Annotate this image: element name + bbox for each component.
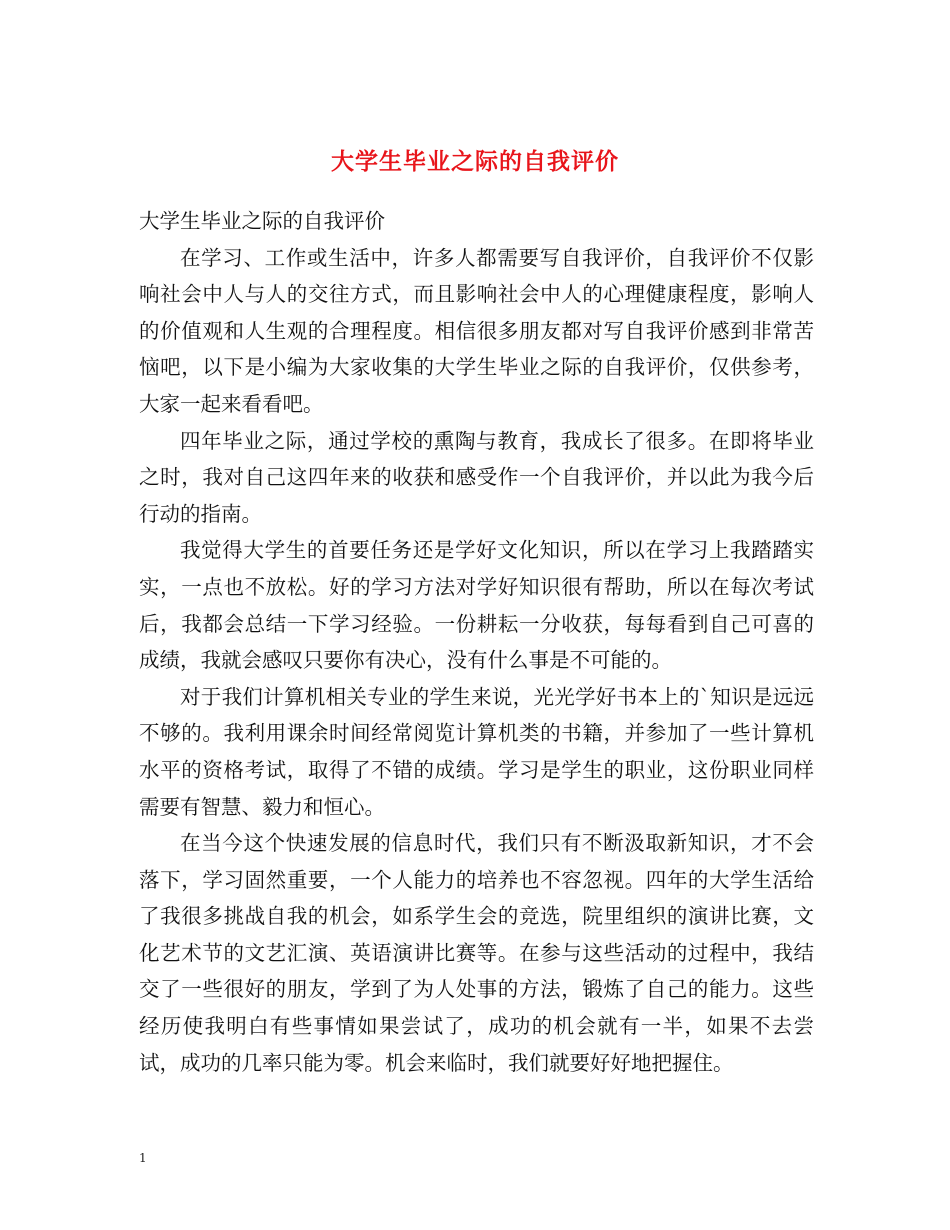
paragraph-3: 我觉得大学生的首要任务还是学好文化知识，所以在学习上我踏踏实实，一点也不放松。好的学习方法对学好知识很有帮助，所以在每次考试后，我都会总结一下学习经验。一份耕耘一分收获，每每看到自己可喜的成绩，我就会感叹只要你有决心，没有什么事是不可能的。 (139, 538, 814, 673)
page-number: 1 (139, 1151, 147, 1165)
paragraph-5: 在当今这个快速发展的信息时代，我们只有不断汲取新知识，才不会落下，学习固然重要，一个人能力的培养也不容忽视。四年的大学生活给了我很多挑战自我的机会，如系学生会的竞选，院里组织的演讲比赛，文化艺术节的文艺汇演、英语演讲比赛等。在参与这些活动的过程中，我结交了一些很好的朋友，学到了为人处事的方法，锻炼了自己的能力。这些经历使我明白有些事情如果尝试了，成功的机会就有一半，如果不去尝试，成功的几率只能为零。机会来临时，我们就要好好地把握住。 (139, 831, 814, 1075)
document-subtitle: 大学生毕业之际的自我评价 (139, 209, 385, 233)
paragraph-1: 在学习、工作或生活中，许多人都需要写自我评价，自我评价不仅影响社会中人与人的交往方式，而且影响社会中人的心理健康程度，影响人的价值观和人生观的合理程度。相信很多朋友都对写自我评价感到非常苦恼吧，以下是小编为大家收集的大学生毕业之际的自我评价，仅供参考，大家一起来看看吧。 (139, 245, 814, 416)
document-body (139, 203, 814, 1081)
paragraph-4: 对于我们计算机相关专业的学生来说，光光学好书本上的`知识是远远不够的。我利用课余时间经常阅览计算机类的书籍，并参加了一些计算机水平的资格考试，取得了不错的成绩。学习是学生的职业，这份职业同样需要有智慧、毅力和恒心。 (139, 684, 814, 819)
document-title: 大学生毕业之际的自我评价 (331, 148, 619, 176)
paragraph-2: 四年毕业之际，通过学校的熏陶与教育，我成长了很多。在即将毕业之时，我对自己这四年来的收获和感受作一个自我评价，并以此为我今后行动的指南。 (139, 428, 814, 526)
